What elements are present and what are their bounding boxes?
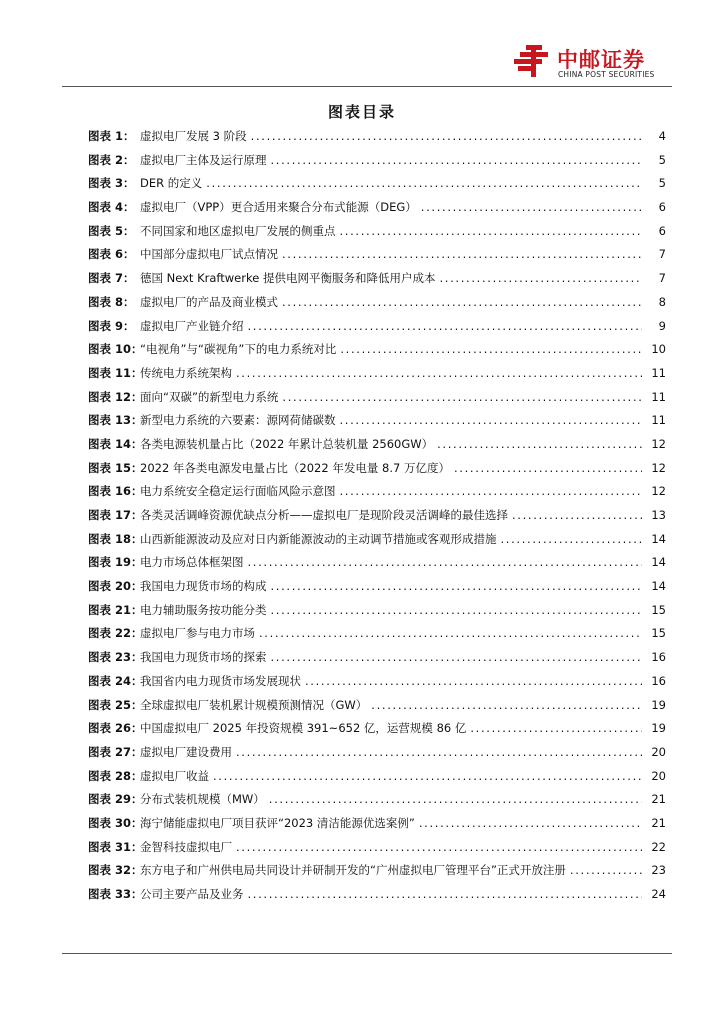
toc-entry-label: 图表 3： (88, 176, 135, 191)
toc-leader-dots (248, 887, 643, 901)
toc-entry-title: 我国电力现货市场的构成 (140, 579, 267, 594)
toc-leader-dots (236, 745, 642, 759)
toc-entry-page: 20 (651, 768, 666, 783)
toc-leader-dots (454, 461, 642, 475)
toc-leader-dots (248, 319, 643, 333)
toc-entry-title: 虚拟电厂的产品及商业模式 (140, 294, 278, 309)
toc-entry-label: 图表 17： (88, 508, 143, 522)
toc-entry-label: 图表 1： (88, 129, 135, 143)
toc-entry-title: 我国电力现货市场的探索 (140, 650, 267, 665)
toc-leader-dots (271, 579, 643, 593)
toc-entry-title: 海宁储能虚拟电厂项目获评“2023 清洁能源优选案例” (140, 815, 415, 830)
toc-entry-label: 图表 20： (88, 579, 143, 594)
toc-entry-title: 全球虚拟电厂装机累计规模预测情况（GW） (140, 697, 368, 712)
toc-entry-title: 电力市场总体框架图 (140, 555, 244, 570)
toc-entry-label: 图表 6： (88, 247, 135, 262)
toc-entry[interactable] (88, 389, 666, 413)
toc-leader-dots (470, 721, 642, 735)
toc-entry[interactable] (88, 341, 666, 365)
toc-entry-label: 图表 30： (88, 815, 143, 830)
toc-entry-title: DER 的定义 (140, 176, 203, 191)
logo-english-name: CHINA POST SECURITIES (558, 70, 655, 79)
toc-entry-page: 6 (658, 223, 666, 238)
toc-entry-title: 不同国家和地区虚拟电厂发展的侧重点 (140, 223, 336, 238)
toc-entry-page: 5 (658, 152, 666, 167)
toc-entry-title: 虚拟电厂发展 3 阶段 (140, 129, 247, 143)
toc-leader-dots (282, 247, 642, 261)
toc-entry-title: 金智科技虚拟电厂 (140, 839, 232, 854)
toc-entry[interactable] (88, 862, 666, 886)
toc-entry-label: 图表 13： (88, 413, 143, 428)
toc-leader-dots (271, 153, 643, 167)
toc-entry-title: 新型电力系统的六要素：源网荷储碳数 (140, 413, 336, 428)
toc-leader-dots (251, 129, 642, 143)
toc-leader-dots (421, 200, 642, 214)
toc-entry[interactable] (88, 791, 666, 815)
toc-entry-title: 电力系统安全稳定运行面临风险示意图 (140, 484, 336, 499)
toc-entry-label: 图表 27： (88, 744, 143, 759)
toc-leader-dots (206, 176, 642, 190)
toc-leader-dots (340, 413, 643, 427)
toc-leader-dots (512, 508, 642, 522)
toc-entry[interactable] (88, 365, 666, 389)
toc-entry-title: 中国部分虚拟电厂试点情况 (140, 247, 278, 262)
toc-entry-label: 图表 28： (88, 768, 143, 783)
toc-entry[interactable] (88, 246, 666, 270)
toc-entry-page: 11 (651, 413, 666, 428)
toc-entry-title: 中国虚拟电厂 2025 年投资规模 391~652 亿，运营规模 86 亿 (140, 721, 467, 736)
toc-leader-dots (248, 555, 643, 569)
toc-entry[interactable] (88, 554, 666, 578)
toc-entry-label: 图表 11： (88, 365, 143, 380)
toc-entry-title: 电力辅助服务按功能分类 (140, 602, 267, 617)
toc-entry[interactable] (88, 744, 666, 768)
toc-entry-page: 8 (658, 294, 666, 309)
toc-entry[interactable] (88, 199, 666, 223)
toc-entry-label: 图表 10： (88, 342, 143, 357)
toc-entry-page: 19 (651, 721, 666, 736)
toc-entry[interactable] (88, 223, 666, 247)
toc-entry-page: 12 (651, 436, 666, 451)
toc-entry-label: 图表 24： (88, 673, 143, 688)
toc-leader-dots (259, 626, 642, 640)
toc-entry-label: 图表 15： (88, 460, 143, 475)
toc-leader-dots (282, 295, 642, 309)
toc-entry[interactable] (88, 483, 666, 507)
toc-entry-label: 图表 31： (88, 839, 143, 854)
toc-entry-page: 11 (651, 365, 666, 380)
toc-entry[interactable] (88, 578, 666, 602)
toc-leader-dots (236, 366, 642, 380)
toc-entry-title: 各类灵活调峰资源优缺点分析——虚拟电厂是现阶段灵活调峰的最佳选择 (140, 508, 508, 522)
toc-entry-title: 虚拟电厂产业链介绍 (140, 318, 244, 333)
toc-entry-title: 东方电子和广州供电局共同设计并研制开发的“广州虚拟电厂管理平台”正式开放注册 (140, 863, 566, 878)
toc-entry[interactable] (88, 673, 666, 697)
toc-leader-dots (439, 271, 642, 285)
toc-leader-dots (437, 437, 642, 451)
logo-chinese-name: 中邮证券 (557, 48, 645, 72)
toc-entry-page: 16 (651, 673, 666, 688)
toc-entry-page: 24 (651, 887, 666, 901)
toc-entry-title: 2022 年各类电源发电量占比（2022 年发电量 8.7 万亿度） (140, 460, 450, 475)
toc-entry[interactable] (88, 128, 666, 152)
toc-entry-page: 21 (651, 792, 666, 807)
brand-logo (512, 44, 672, 84)
toc-entry-label: 图表 4： (88, 200, 135, 215)
toc-entry-title: 分布式装机规模（MW） (140, 792, 265, 807)
footer-divider (62, 953, 672, 954)
toc-entry-label: 图表 29： (88, 792, 143, 807)
toc-entry-label: 图表 19： (88, 555, 143, 570)
toc-entry-title: 面向“双碳”的新型电力系统 (140, 389, 279, 404)
toc-leader-dots (305, 674, 642, 688)
toc-entry-page: 16 (651, 650, 666, 665)
toc-entry[interactable] (88, 152, 666, 176)
toc-entry-label: 图表 8： (88, 294, 135, 309)
toc-entry-page: 23 (651, 863, 666, 878)
toc-entry-page: 10 (651, 342, 666, 357)
toc-leader-dots (340, 224, 643, 238)
toc-leader-dots (419, 816, 642, 830)
toc-leader-dots (213, 769, 642, 783)
toc-leader-dots (501, 532, 643, 546)
toc-entry-title: 各类电源装机量占比（2022 年累计总装机量 2560GW） (140, 436, 434, 451)
toc-leader-dots (340, 342, 642, 356)
toc-entry-page: 11 (651, 389, 666, 404)
toc-entry-label: 图表 16： (88, 484, 143, 499)
toc-entry-label: 图表 32： (88, 863, 143, 878)
toc-leader-dots (271, 650, 643, 664)
toc-entry[interactable] (88, 270, 666, 294)
toc-entry-label: 图表 9： (88, 318, 135, 333)
toc-entry-title: 山西新能源波动及应对日内新能源波动的主动调节措施或客观形成措施 (140, 531, 497, 546)
toc-leader-dots (570, 863, 642, 877)
toc-entry-label: 图表 2： (88, 152, 135, 167)
toc-entry[interactable] (88, 720, 666, 744)
toc-leader-dots (269, 792, 642, 806)
toc-entry-page: 19 (651, 697, 666, 712)
toc-leader-dots (236, 840, 642, 854)
toc-entry[interactable] (88, 436, 666, 460)
toc-entry-title: 我国省内电力现货市场发展现状 (140, 673, 301, 688)
toc-entry-page: 9 (658, 318, 666, 333)
toc-entry[interactable] (88, 460, 666, 484)
toc-entry-title: 虚拟电厂收益 (140, 768, 209, 783)
toc-entry-page: 14 (651, 531, 666, 546)
toc-entry-page: 6 (658, 200, 666, 215)
toc-entry-page: 15 (651, 602, 666, 617)
toc-entry-label: 图表 26： (88, 721, 143, 736)
toc-entry-page: 14 (651, 579, 666, 594)
toc-entry-title: 德国 Next Kraftwerke 提供电网平衡服务和降低用户成本 (140, 271, 436, 286)
toc-entry[interactable] (88, 318, 666, 342)
toc-entry[interactable] (88, 697, 666, 721)
toc-entry-label: 图表 18： (88, 531, 143, 546)
toc-entry-title: 公司主要产品及业务 (140, 887, 244, 901)
toc-entry-title: 虚拟电厂（VPP）更合适用来聚合分布式能源（DEG） (140, 200, 417, 215)
toc-entry-label: 图表 22： (88, 626, 143, 641)
header-divider (62, 86, 672, 87)
toc-entry-page: 7 (658, 247, 666, 262)
toc-entry-title: “电视角”与“碳视角”下的电力系统对比 (140, 342, 337, 357)
toc-entry-page: 20 (651, 744, 666, 759)
toc-entry-label: 图表 21： (88, 602, 143, 617)
toc-entry[interactable] (88, 412, 666, 436)
toc-entry-label: 图表 33： (88, 887, 143, 901)
toc-entry-label: 图表 14： (88, 436, 143, 451)
toc-entry-label: 图表 12： (88, 389, 143, 404)
toc-entry[interactable] (88, 649, 666, 673)
toc-entry[interactable] (88, 602, 666, 626)
toc-entry[interactable] (88, 507, 666, 531)
toc-entry-title: 传统电力系统架构 (140, 365, 232, 380)
toc-entry[interactable] (88, 175, 666, 199)
toc-entry[interactable] (88, 886, 666, 910)
toc-entry[interactable] (88, 839, 666, 863)
toc-entry-page: 21 (651, 815, 666, 830)
toc-entry-page: 5 (658, 176, 666, 191)
toc-leader-dots (340, 484, 643, 498)
toc-entry-title: 虚拟电厂建设费用 (140, 744, 232, 759)
toc-entry-page: 15 (651, 626, 666, 641)
toc-entry-label: 图表 23： (88, 650, 143, 665)
toc-entry[interactable] (88, 768, 666, 792)
toc-entry-title: 虚拟电厂参与电力市场 (140, 626, 255, 641)
toc-entry[interactable] (88, 294, 666, 318)
toc-entry-label: 图表 5： (88, 223, 135, 238)
toc-entry-label: 图表 7： (88, 271, 135, 286)
toc-leader-dots (271, 603, 643, 617)
figure-table-of-contents (88, 128, 666, 910)
toc-entry[interactable] (88, 815, 666, 839)
toc-entry-page: 14 (651, 555, 666, 570)
toc-entry-title: 虚拟电厂主体及运行原理 (140, 152, 267, 167)
toc-entry-page: 12 (651, 484, 666, 499)
toc-leader-dots (282, 390, 642, 404)
toc-entry-label: 图表 25： (88, 697, 143, 712)
toc-entry-page: 7 (658, 271, 666, 286)
page-title: 图表目录 (327, 103, 396, 121)
toc-entry-page: 4 (658, 129, 666, 143)
china-post-logo-icon (512, 44, 552, 78)
toc-entry-page: 22 (651, 839, 666, 854)
toc-entry[interactable] (88, 531, 666, 555)
toc-entry[interactable] (88, 625, 666, 649)
toc-entry-page: 12 (651, 460, 666, 475)
toc-entry-page: 13 (651, 508, 666, 522)
toc-leader-dots (371, 698, 642, 712)
